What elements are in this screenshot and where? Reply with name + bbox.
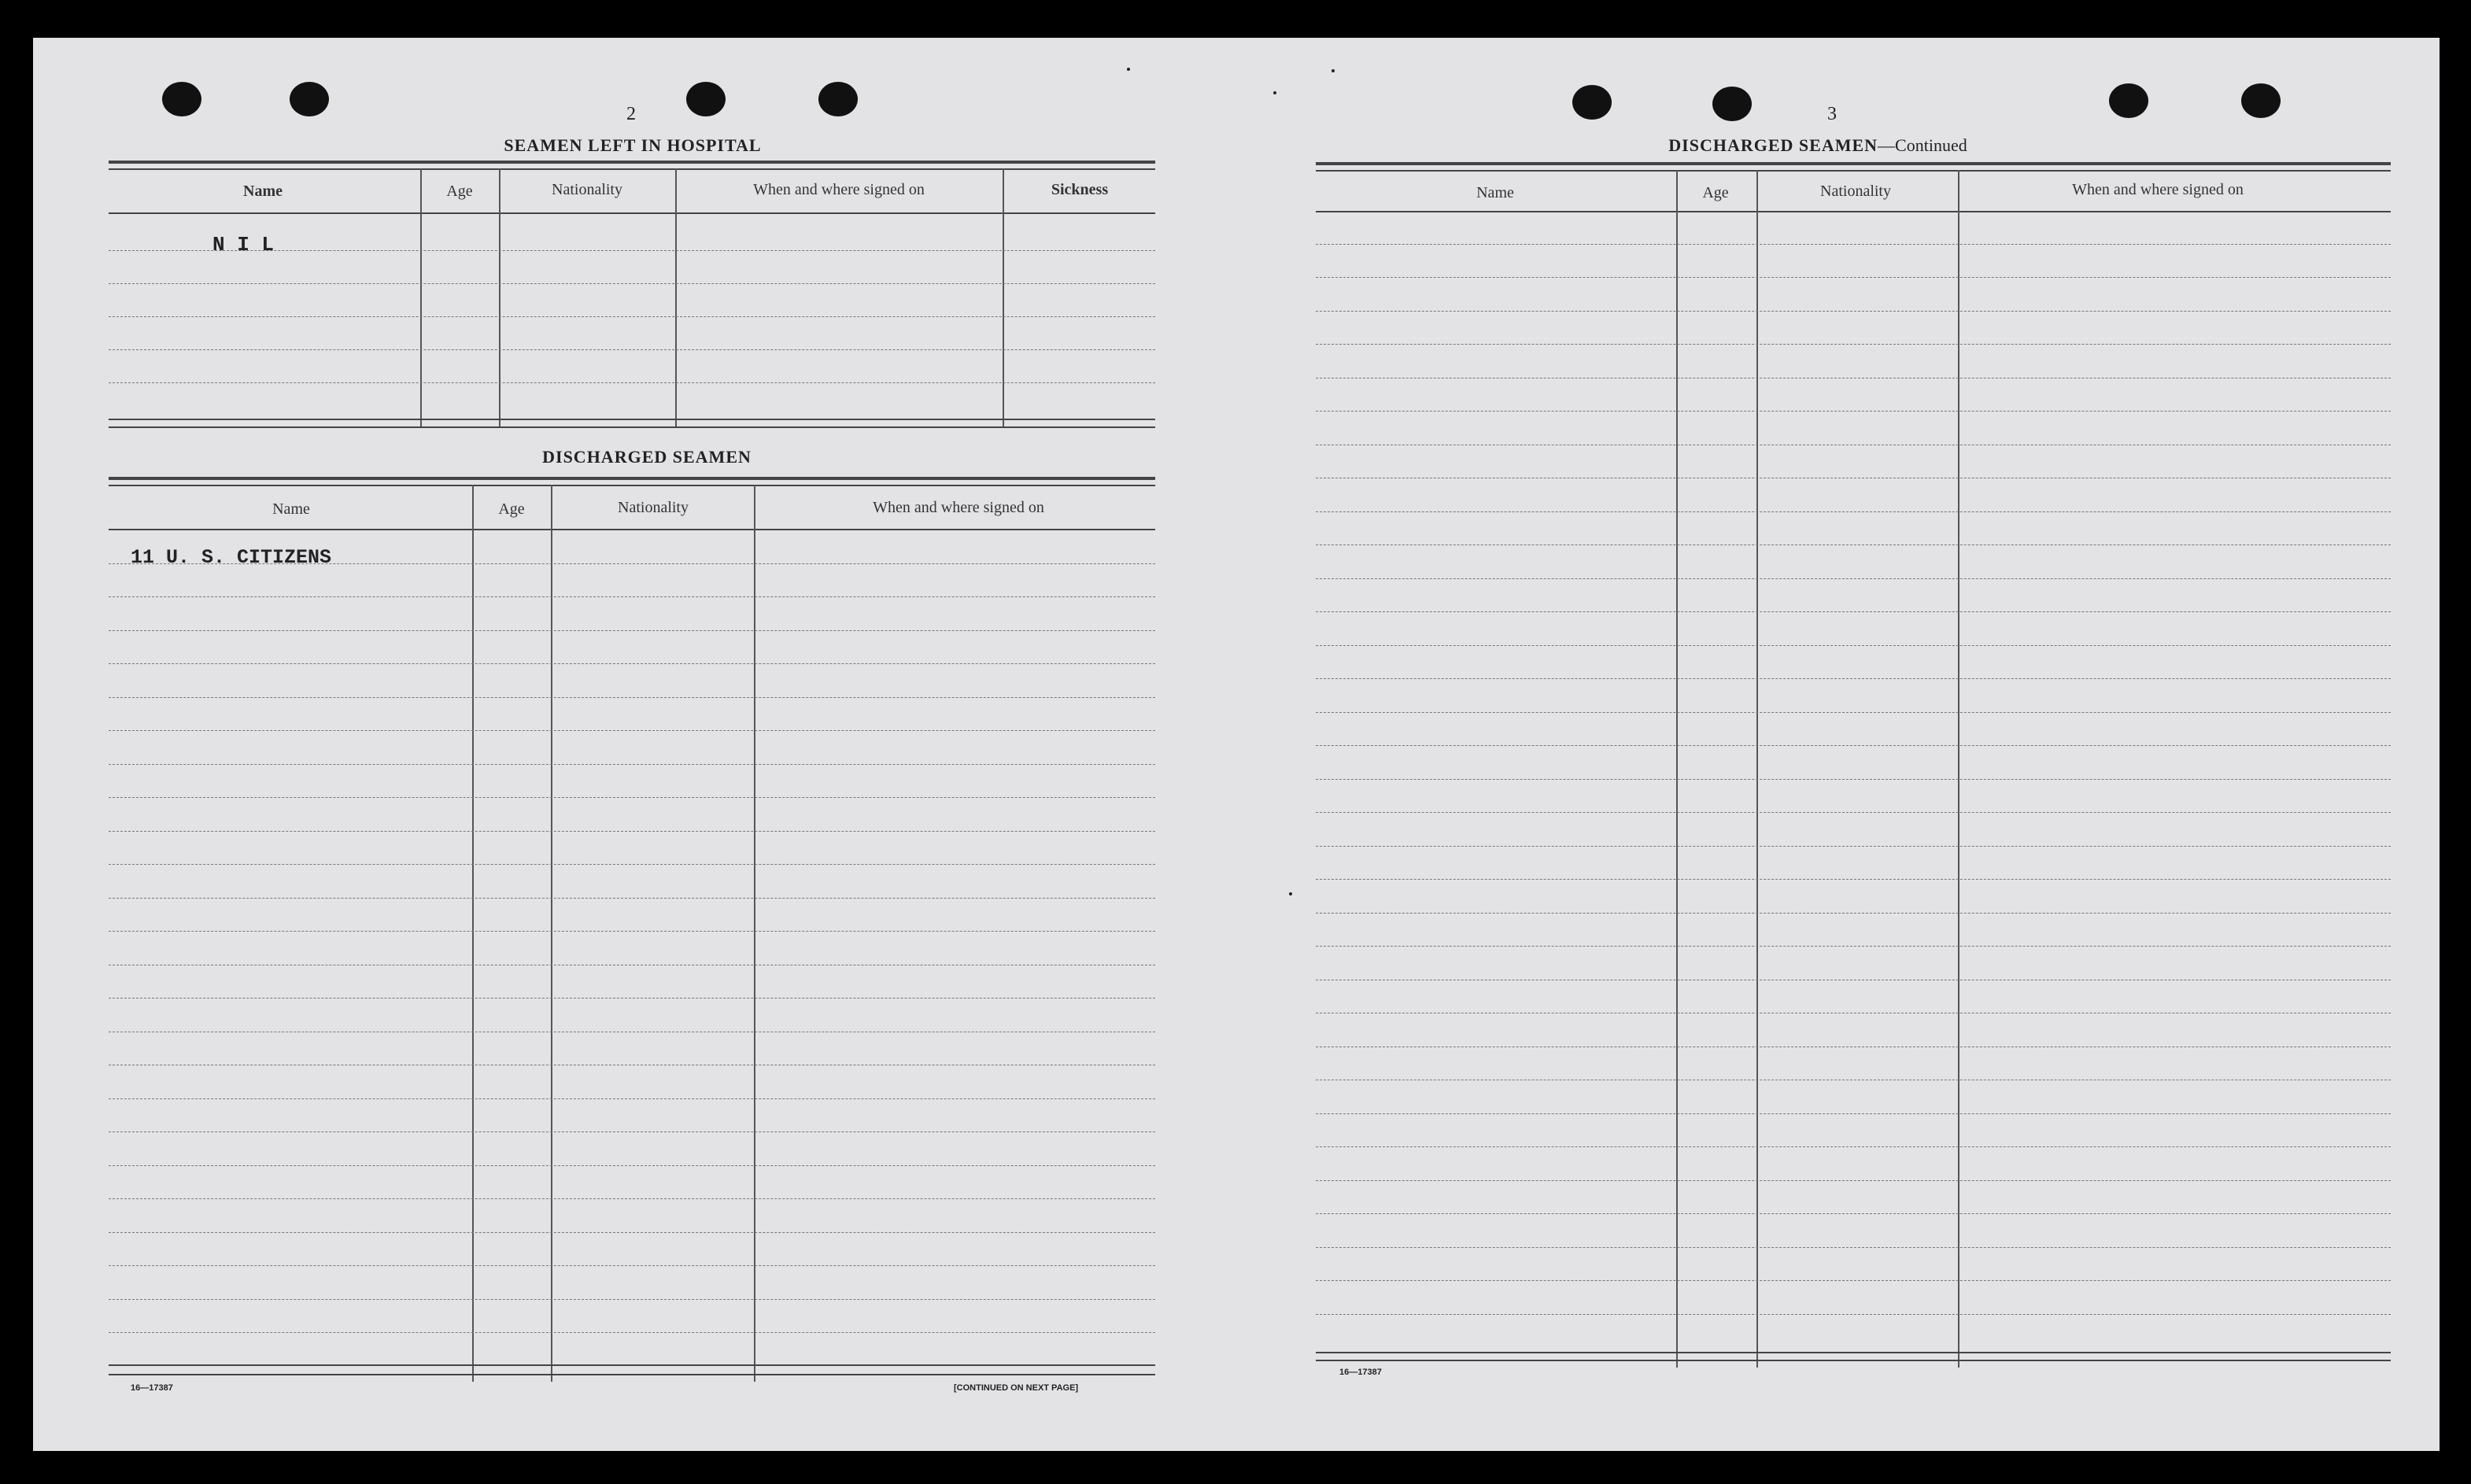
col-header-age: Age xyxy=(498,500,525,518)
discharged-continued-title xyxy=(1668,135,1967,156)
col-header-signed-on: When and where signed on xyxy=(873,499,1044,516)
col-header-signed-on: When and where signed on xyxy=(2072,181,2244,198)
punch-hole xyxy=(2109,83,2148,118)
discharged-table-left xyxy=(109,477,1155,1421)
col-header-name: Name xyxy=(243,183,283,200)
col-header-sickness: Sickness xyxy=(1051,181,1109,198)
punch-hole xyxy=(818,82,858,116)
punch-hole xyxy=(2241,83,2281,118)
col-header-name: Name xyxy=(1476,184,1514,201)
speck-mark xyxy=(1127,68,1130,71)
col-header-nationality: Nationality xyxy=(552,181,622,198)
hospital-title: SEAMEN LEFT IN HOSPITAL xyxy=(504,135,762,155)
hospital-entry: N I L xyxy=(212,233,275,257)
col-header-signed-on: When and where signed on xyxy=(753,181,925,198)
col-header-age: Age xyxy=(1702,184,1729,201)
speck-mark xyxy=(1332,69,1335,72)
speck-mark xyxy=(1273,91,1276,94)
punch-hole xyxy=(290,82,329,116)
discharged-continued-title-main: DISCHARGED SEAMEN xyxy=(1668,135,1878,155)
discharged-continued-title-suffix: —Continued xyxy=(1878,135,1967,155)
col-header-name: Name xyxy=(272,500,310,518)
discharged-table-right xyxy=(1316,162,2391,1405)
discharged-entry: 11 U. S. CITIZENS xyxy=(131,546,332,569)
col-header-nationality: Nationality xyxy=(618,499,689,516)
form-number-right: 16—17387 xyxy=(1339,1368,1382,1377)
col-header-nationality: Nationality xyxy=(1820,183,1891,200)
hospital-table xyxy=(109,161,1155,467)
punch-hole xyxy=(162,82,201,116)
continued-note: [CONTINUED ON NEXT PAGE] xyxy=(954,1383,1079,1393)
punch-hole xyxy=(1572,85,1612,120)
document-sheet xyxy=(33,38,2440,1451)
col-header-age: Age xyxy=(446,183,473,200)
speck-mark xyxy=(1289,892,1292,895)
punch-hole xyxy=(1712,87,1752,121)
page-number-right: 3 xyxy=(1827,104,1837,124)
form-number-left: 16—17387 xyxy=(131,1383,173,1393)
discharged-title: DISCHARGED SEAMEN xyxy=(542,447,752,467)
punch-hole xyxy=(686,82,726,116)
page-number-left: 2 xyxy=(626,104,636,124)
